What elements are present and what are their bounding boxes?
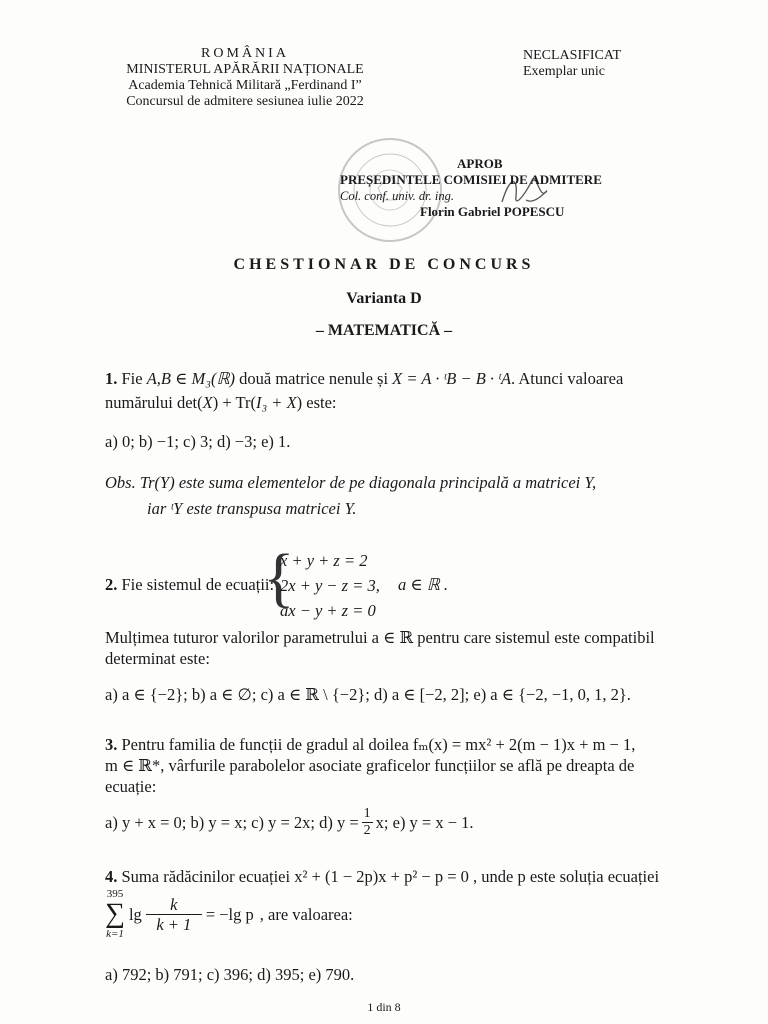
question-3-text: ecuație:: [105, 777, 157, 796]
fraction-numerator: 1: [363, 806, 371, 821]
approval-name: Florin Gabriel POPESCU: [420, 204, 565, 219]
header-contest: Concursul de admitere sesiunea iulie 2022: [126, 94, 364, 109]
question-3-number: 3.: [105, 735, 118, 754]
question-1-line1: [105, 368, 705, 389]
question-1-answers: a) 0; b) −1; c) 3; d) −3; e) 1.: [105, 432, 291, 451]
question-1-text: ) este:: [296, 393, 337, 412]
question-1-text: numărului det(: [105, 393, 203, 412]
summation-lower: k=1: [106, 928, 124, 940]
document-title: CHESTIONAR DE CONCURS: [233, 256, 535, 273]
question-1-math: X: [202, 393, 213, 412]
question-1-math: I₃ + X: [255, 393, 297, 412]
equation-3: ax − y + z = 0: [280, 601, 376, 620]
question-4-text: , are valoarea:: [259, 904, 353, 924]
question-3-answer-text: a) y + x = 0; b) y = x; c) y = 2x; d) y =: [105, 813, 359, 832]
fraction-denominator: 2: [363, 823, 371, 838]
question-3-text: Pentru familia de funcții de gradul al doilea fₘ(x) = mx² + 2(m − 1)x + m − 1,: [121, 735, 636, 754]
summation: [105, 887, 125, 941]
question-1-number: 1.: [105, 369, 118, 388]
document-variant: Varianta D: [346, 290, 422, 307]
equation-1: x + y + z = 2: [280, 551, 368, 570]
question-2-text: Mulțimea tuturor valorilor parametrului a ∈ ℝ pentru care sistemul este compatibil: [105, 628, 655, 647]
question-3: [105, 734, 725, 797]
equation-2: 2x + y − z = 3,: [280, 576, 380, 595]
page-number: 1 din 8: [367, 1000, 401, 1014]
copy-label: Exemplar unic: [523, 64, 606, 79]
system-brace: {: [263, 541, 295, 614]
question-2-parameter: a ∈ ℝ .: [398, 575, 449, 594]
fraction-numerator: k: [146, 895, 202, 915]
question-1-line2: [105, 392, 705, 413]
document-subject: – MATEMATICĂ –: [315, 322, 453, 339]
question-1-math: A,B ∈ M₃(ℝ): [146, 369, 236, 388]
question-2-intro: Fie sistemul de ecuații:: [121, 575, 275, 594]
header-right: [523, 48, 653, 80]
header-left: [100, 46, 390, 110]
question-2-answers: a) a ∈ {−2}; b) a ∈ ∅; c) a ∈ ℝ \ {−2}; d) a ∈ [−2, 2]; e) a ∈ {−2, −1, 0, 1, 2}.: [105, 685, 631, 704]
question-3-line1: [105, 734, 725, 755]
question-1-text: Fie: [121, 369, 147, 388]
header-ministry: MINISTERUL APĂRĂRII NAȚIONALE: [126, 62, 364, 77]
question-1-observation: Obs. Tr(Y) este suma elementelor de pe diagonala principală a matricei Y,: [105, 473, 597, 492]
classification-label: NECLASIFICAT: [523, 48, 622, 63]
approval-role: PREȘEDINTELE COMISIEI DE ADMITERE: [340, 172, 602, 187]
header-country: ROMÂNIA: [201, 46, 289, 61]
question-2-body: [105, 627, 725, 705]
question-4-number: 4.: [105, 867, 118, 886]
fraction: [146, 895, 202, 934]
question-1-text: . Atunci valoarea: [511, 369, 624, 388]
summation-upper: 395: [106, 888, 124, 900]
question-3-answers: [105, 806, 725, 839]
approval-rank: Col. conf. univ. dr. ing.: [340, 189, 455, 203]
question-2-text: determinat este:: [105, 649, 210, 668]
approval-title: APROB: [457, 156, 503, 171]
question-1-text: două matrice nenule și: [235, 369, 393, 388]
question-2-number: 2.: [105, 575, 118, 594]
question-1-text: ) + Tr(: [212, 393, 256, 412]
question-1: [105, 368, 705, 519]
approval-block: [340, 156, 660, 220]
fraction: [362, 806, 373, 839]
fraction-denominator: k + 1: [156, 914, 192, 934]
summation-sign: ∑: [105, 898, 125, 929]
question-4-text: Suma rădăcinilor ecuației x² + (1 − 2p)x + p² − p = 0 , unde p este soluția ecuației: [121, 867, 660, 886]
question-4-formula: [105, 886, 505, 942]
equation-rhs: = −lg p: [205, 904, 254, 924]
question-4-answers: a) 792; b) 791; c) 396; d) 395; e) 790.: [105, 965, 355, 984]
question-4: [105, 866, 735, 887]
header-academy: Academia Tehnică Militară „Ferdinand I”: [128, 78, 362, 93]
question-1-math: X = A · ᵗB − B · ᵗA: [392, 369, 512, 388]
question-3-answer-text: x; e) y = x − 1.: [375, 813, 474, 832]
question-3-text: m ∈ ℝ*, vârfurile parabolelor asociate graficelor funcțiilor se află pe dreapta de: [105, 756, 635, 775]
question-1-observation: iar ᵗY este transpusa matricei Y.: [147, 499, 357, 518]
log-function: lg: [128, 904, 142, 924]
